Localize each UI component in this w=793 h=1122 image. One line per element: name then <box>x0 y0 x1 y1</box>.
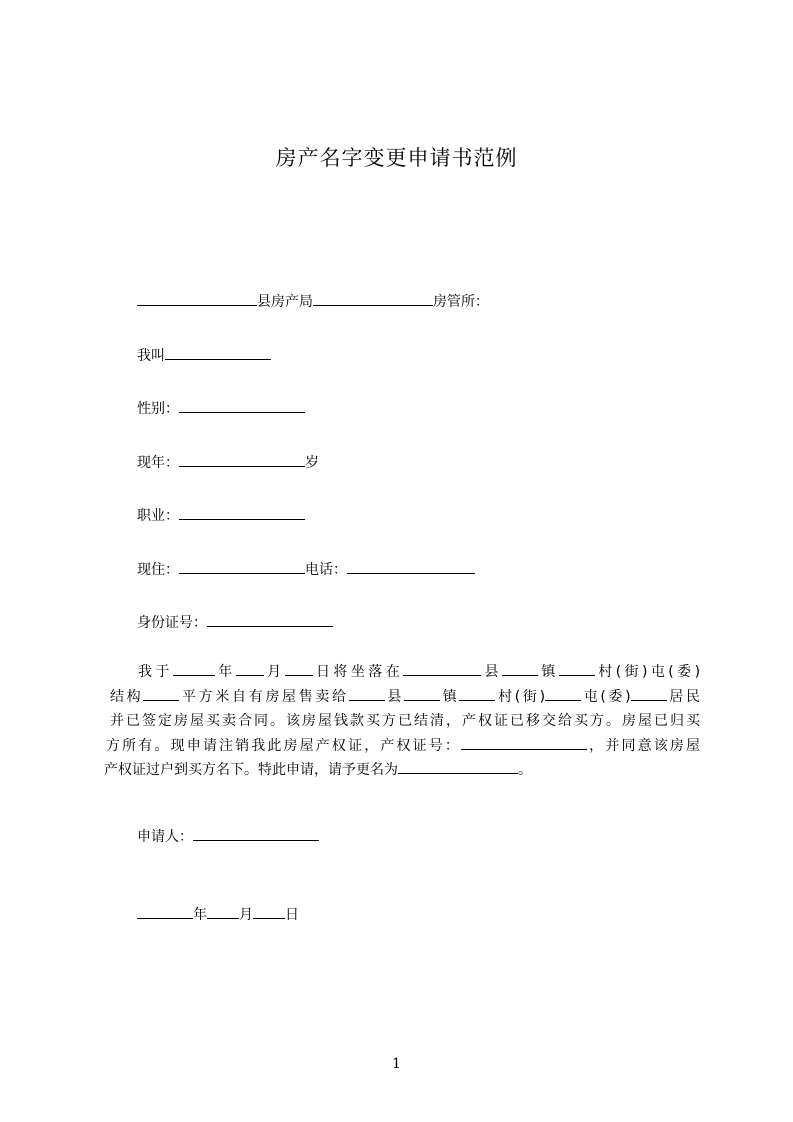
applicant-line <box>137 826 319 847</box>
occupation-label: 职业： <box>137 508 179 524</box>
occupation-blank <box>179 505 305 520</box>
housing-office-blank <box>313 291 433 306</box>
address-blank <box>179 559 305 574</box>
body-text: 我于 <box>138 664 173 680</box>
date-year-blank <box>137 904 193 919</box>
body-line-3 <box>104 709 700 734</box>
certificate-number-blank <box>461 735 587 750</box>
name-line <box>137 345 271 366</box>
body-text: 镇 <box>440 688 460 705</box>
name-label: 我叫 <box>137 348 165 364</box>
age-label: 现年： <box>137 455 179 471</box>
body-text: 平方米自有房屋售卖给 <box>179 688 349 705</box>
date-day-label: 日 <box>285 907 299 923</box>
county-office-label: 县房产局 <box>257 294 313 310</box>
gender-line <box>137 398 305 419</box>
name-blank <box>165 345 271 360</box>
address-label: 现住： <box>137 562 179 578</box>
buyer-county-blank <box>349 686 385 701</box>
month-blank <box>236 661 264 676</box>
body-text: 日将坐落在 <box>312 664 404 680</box>
id-number-label: 身份证号： <box>137 615 207 631</box>
address-phone-line <box>137 559 475 580</box>
addressee-line <box>137 291 489 312</box>
location-blank <box>403 661 481 676</box>
body-text: 县 <box>384 688 405 705</box>
body-text: 方所有。现申请注销我此房屋产权证，产权证号： <box>106 737 462 754</box>
body-text: 居民 <box>666 688 700 705</box>
age-line <box>137 452 319 473</box>
body-line-2 <box>104 685 700 710</box>
gender-blank <box>179 398 305 413</box>
document-title: 房产名字变更申请书范例 <box>275 146 518 170</box>
body-text: 村(街)屯(委) <box>594 664 701 680</box>
body-text: ，并同意该房屋 <box>587 737 701 754</box>
body-text: 屯(委) <box>581 688 631 705</box>
date-month-label: 月 <box>239 907 253 923</box>
body-line-4 <box>104 734 700 759</box>
body-text: 县 <box>481 664 502 680</box>
body-text: 村(街) <box>495 688 546 705</box>
area-blank <box>143 686 179 701</box>
day-blank <box>285 661 313 676</box>
body-text: 月 <box>263 664 285 680</box>
applicant-label: 申请人： <box>137 829 193 845</box>
id-number-blank <box>207 612 333 627</box>
body-text: 产权证过户到买方名下。特此申请，请予更名为 <box>104 762 398 778</box>
new-name-blank <box>398 759 518 774</box>
applicant-blank <box>193 826 319 841</box>
age-unit: 岁 <box>305 455 319 471</box>
date-line <box>137 904 299 925</box>
year-blank <box>173 661 215 676</box>
buyer-tun-blank <box>545 686 581 701</box>
buyer-name-blank <box>631 686 667 701</box>
town-blank <box>502 661 538 676</box>
phone-label: 电话： <box>305 562 347 578</box>
phone-blank <box>347 559 475 574</box>
body-text: 年 <box>214 664 236 680</box>
buyer-town-blank <box>404 686 440 701</box>
date-month-blank <box>207 904 239 919</box>
date-year-label: 年 <box>193 907 207 923</box>
body-paragraph <box>104 660 700 783</box>
housing-office-label: 房管所： <box>433 294 489 310</box>
body-text: 结构 <box>110 688 144 705</box>
body-line-1 <box>104 660 700 685</box>
body-text: 并已签定房屋买卖合同。该房屋钱款买方已结清，产权证已移交给买方。房屋已归买 <box>110 713 700 729</box>
village-blank <box>559 661 595 676</box>
occupation-line <box>137 505 305 526</box>
body-text: 镇 <box>537 664 559 680</box>
age-blank <box>179 452 305 467</box>
buyer-village-blank <box>459 686 495 701</box>
body-line-5 <box>104 758 700 783</box>
county-blank <box>137 291 257 306</box>
date-day-blank <box>253 904 285 919</box>
page-number: 1 <box>392 1056 401 1072</box>
body-text: 。 <box>518 762 532 778</box>
id-number-line <box>137 612 333 633</box>
gender-label: 性别： <box>137 401 179 417</box>
